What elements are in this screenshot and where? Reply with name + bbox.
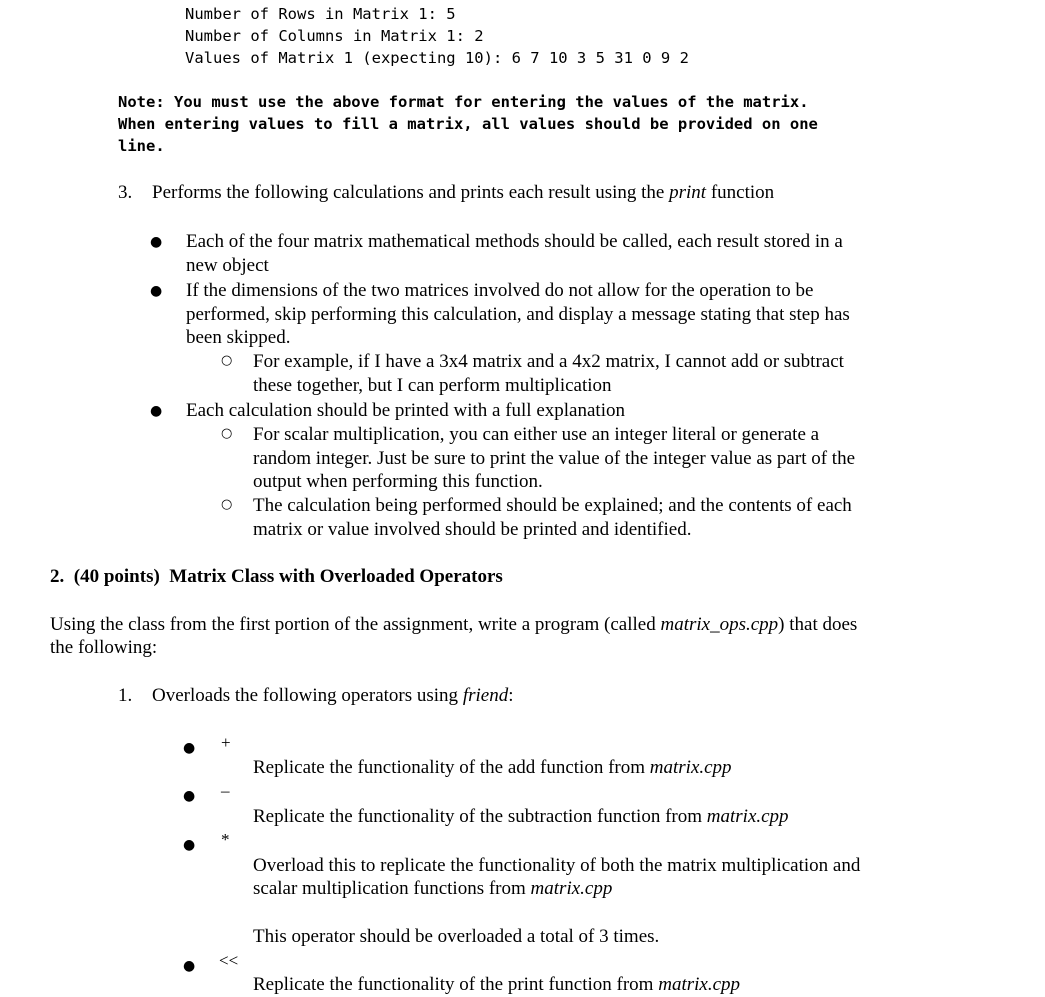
operator-stream: <<: [219, 951, 239, 970]
sub1-line2: these together, but I can perform multiplication: [253, 375, 612, 396]
sample-values-line: Values of Matrix 1 (expecting 10): 6 7 10 3 5 31 0 9 2: [185, 49, 689, 67]
note-line-1: Note: You must use the above format for entering the values of the matrix.: [118, 93, 809, 111]
operator-plus: +: [221, 733, 231, 752]
sub3-line2: matrix or value involved should be printed and identified.: [253, 519, 692, 540]
bullet2-line3: been skipped.: [186, 327, 291, 348]
note-line-2: When entering values to fill a matrix, all values should be provided on one: [118, 115, 818, 133]
bullet2-line2: performed, skip performing this calculation, and display a message stating that step has: [186, 304, 850, 325]
note-line-3: line.: [118, 137, 165, 155]
circle-bullet-icon: ○: [221, 353, 233, 368]
circle-bullet-icon: ○: [221, 426, 233, 441]
bullet-icon: ●: [150, 283, 163, 299]
operator-minus: –: [221, 781, 230, 800]
section2-intro-line2: the following:: [50, 637, 158, 658]
bullet-icon: ●: [183, 958, 196, 974]
sub3-line1: The calculation being performed should be explained; and the contents of each: [253, 495, 852, 516]
section2-heading: 2. (40 points) Matrix Class with Overloaded Operators: [50, 566, 503, 587]
bullet1-line1: Each of the four matrix mathematical methods should be called, each result stored in a: [186, 231, 843, 252]
operator-multiply-desc-line2: scalar multiplication functions from matrix.cpp: [253, 878, 613, 899]
step3-heading: Performs the following calculations and prints each result using the print function: [152, 182, 775, 203]
bullet-icon: ●: [150, 403, 163, 419]
bullet-icon: ●: [183, 788, 196, 804]
bullet2-line1: If the dimensions of the two matrices involved do not allow for the operation to be: [186, 280, 814, 301]
bullet-icon: ●: [183, 837, 196, 853]
sub2-line2: random integer. Just be sure to print the value of the integer value as part of the: [253, 448, 856, 469]
operator-multiply-desc-line1: Overload this to replicate the functionality of both the matrix multiplication and: [253, 855, 861, 876]
sub2-line3: output when performing this function.: [253, 471, 543, 492]
sample-cols-line: Number of Columns in Matrix 1: 2: [185, 27, 484, 45]
bullet1-line2: new object: [186, 255, 269, 276]
bullet-icon: ●: [183, 740, 196, 756]
section2-intro-line1: Using the class from the first portion of the assignment, write a program (called matrix_ops.cpp) that does: [50, 614, 858, 635]
bullet-icon: ●: [150, 234, 163, 250]
operator-minus-desc: Replicate the functionality of the subtraction function from matrix.cpp: [253, 806, 789, 827]
operator-multiply: *: [221, 830, 230, 849]
sub2-line1: For scalar multiplication, you can either use an integer literal or generate a: [253, 424, 820, 445]
operator-plus-desc: Replicate the functionality of the add function from matrix.cpp: [253, 757, 732, 778]
operator-multiply-extra: This operator should be overloaded a total of 3 times.: [253, 926, 660, 947]
step3-number: 3.: [118, 182, 133, 203]
sub1-line1: For example, if I have a 3x4 matrix and a 4x2 matrix, I cannot add or subtract: [253, 351, 844, 372]
circle-bullet-icon: ○: [221, 497, 233, 512]
step1-heading: Overloads the following operators using friend:: [152, 685, 514, 706]
operator-stream-desc: Replicate the functionality of the print function from matrix.cpp: [253, 974, 741, 995]
step1-number: 1.: [118, 685, 133, 706]
sample-rows-line: Number of Rows in Matrix 1: 5: [185, 5, 456, 23]
bullet3-line1: Each calculation should be printed with a full explanation: [186, 400, 625, 421]
